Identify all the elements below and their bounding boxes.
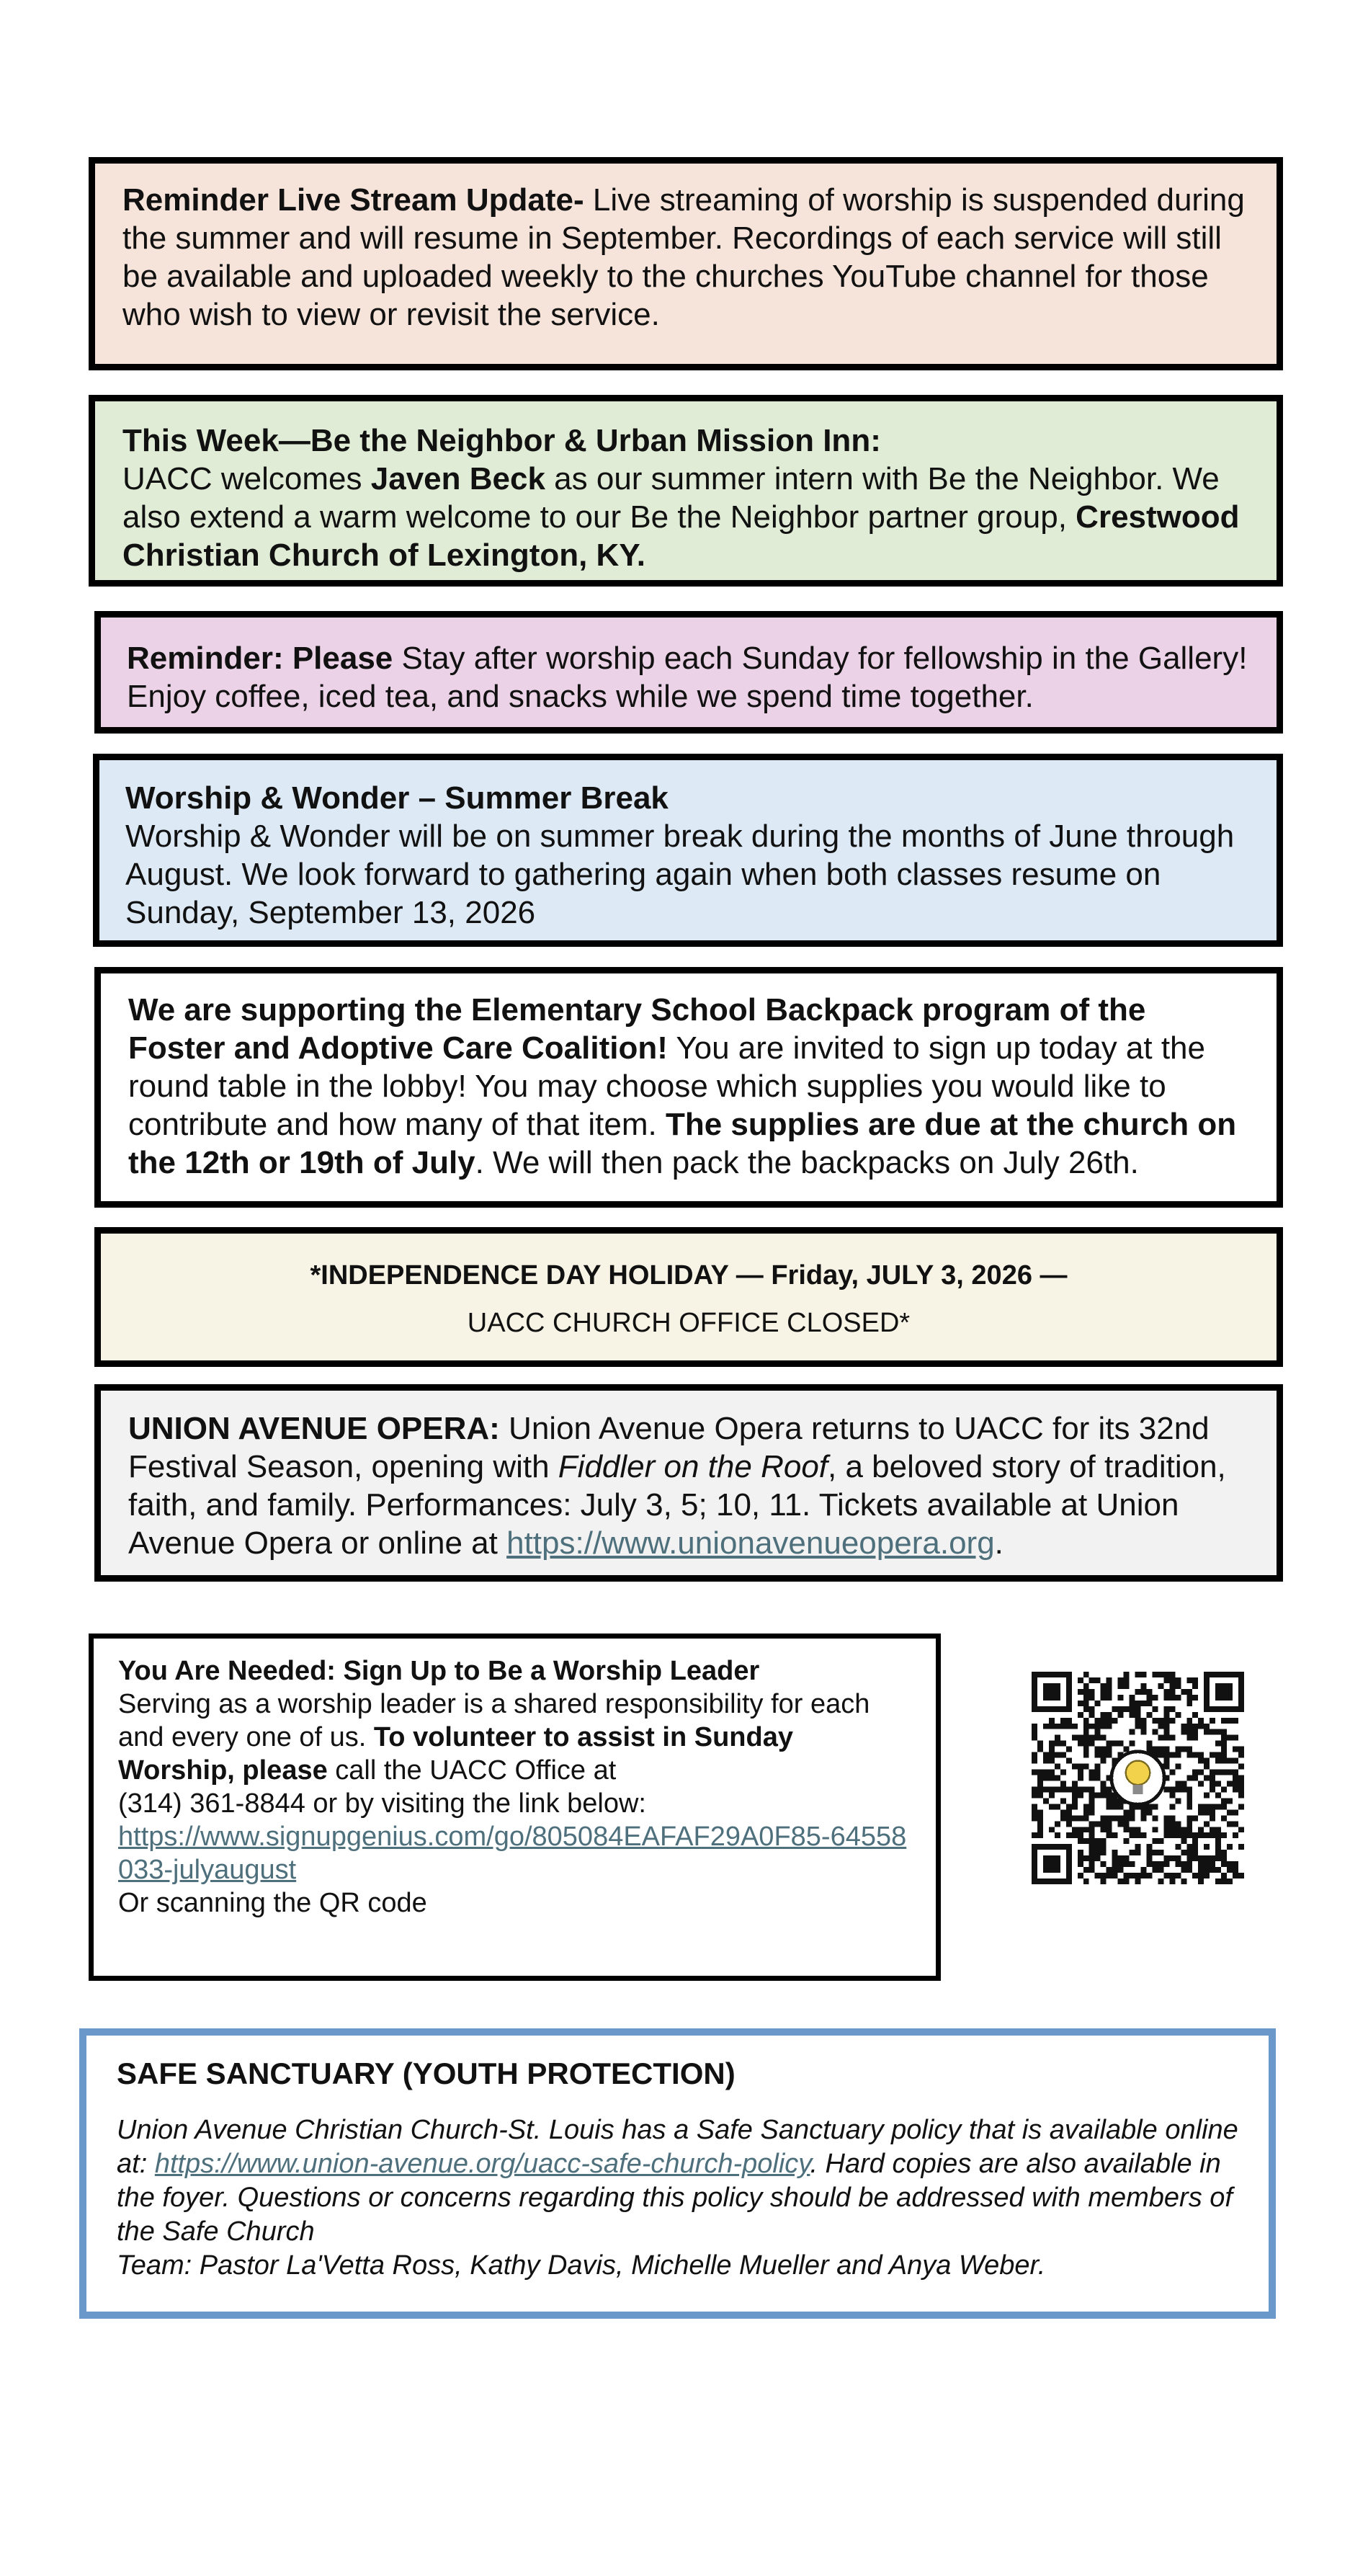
partner-group: Crestwood Christian Church of Lexington, KY. [122, 499, 1240, 573]
worship-leader-body-a: Serving as a worship leader is a shared responsibility for each and every one of us. [118, 1689, 870, 1752]
backpack-notice [94, 967, 1283, 1208]
lightbulb-icon [1112, 1752, 1164, 1804]
livestream-heading: Reminder Live Stream Update- [122, 182, 584, 218]
livestream-notice [89, 157, 1283, 370]
holiday-notice [94, 1227, 1283, 1367]
holiday-line-1: *INDEPENDENCE DAY HOLIDAY — Friday, JULY 3, 2026 — [310, 1260, 1068, 1291]
neighbor-heading: This Week—Be the Neighbor & Urban Mission Inn: [122, 423, 881, 458]
signup-link[interactable]: https://www.signupgenius.com/go/805084EAFAF29A0F85-64558033-julyaugust [118, 1822, 907, 1885]
opera-end: . [994, 1525, 1003, 1561]
worship-leader-text [118, 1688, 911, 1787]
safe-sanctuary-title: SAFE SANCTUARY (YOUTH PROTECTION) [117, 2056, 736, 2090]
safe-sanctuary-body-b: . Hard copies are also available in the foyer. Questions or concerns regarding this policy should be addressed with members of the Safe Church [117, 2149, 1233, 2247]
safe-sanctuary-notice [79, 2028, 1276, 2319]
worship-leader-qr-line: Or scanning the QR code [118, 1888, 427, 1918]
backpack-heading: We are supporting the Elementary School Backpack program of the Foster and Adoptive Care Coalition! [128, 992, 1146, 1066]
worship-leader-bold: To volunteer to assist in Sunday Worship, please [118, 1722, 793, 1786]
neighbor-notice [89, 395, 1283, 587]
opera-link[interactable]: https://www.unionavenueopera.org [506, 1525, 995, 1561]
livestream-body: Live streaming of worship is suspended during the summer and will resume in September. Recordings of each service will still be available and uploaded weekly to the churches YouTube channel for those who wish to view or revisit the service. [122, 182, 1245, 332]
worship-wonder-notice [93, 754, 1283, 947]
neighbor-line-a: UACC welcomes [122, 461, 371, 496]
safe-church-policy-link[interactable]: https://www.union-avenue.org/uacc-safe-church-policy [154, 2149, 810, 2179]
fellowship-notice [94, 611, 1283, 734]
qr-code-icon[interactable] [1032, 1672, 1244, 1884]
fellowship-heading: Reminder: Please [127, 641, 393, 676]
safe-sanctuary-body-a: Union Avenue Christian Church-St. Louis has a Safe Sanctuary policy that is available online at: [117, 2115, 1238, 2179]
backpack-tail: . We will then pack the backpacks on July 26th. [475, 1145, 1139, 1180]
backpack-body: You are invited to sign up today at the round table in the lobby! You may choose which supplies you would like to contribute and how many of that item. [128, 1030, 1205, 1142]
neighbor-line-b: as our summer intern with Be the Neighbor. We also extend a warm welcome to our Be the Neighbor partner group, [122, 461, 1220, 535]
neighbor-text [122, 460, 1249, 574]
opera-show-title: Fiddler on the Roof [558, 1449, 828, 1484]
worship-leader-body-b: call the UACC Office at [327, 1755, 617, 1786]
opera-body-b: , a beloved story of tradition, faith, and family. Performances: July 3, 5; 10, 11. Tickets available at Union Avenue Opera or online at [128, 1449, 1226, 1561]
worship-leader-heading: You Are Needed: Sign Up to Be a Worship Leader [118, 1656, 760, 1686]
holiday-line-2: UACC CHURCH OFFICE CLOSED* [467, 1308, 911, 1338]
backpack-due: The supplies are due at the church on the 12th or 19th of July [128, 1107, 1237, 1180]
opera-text [128, 1409, 1249, 1562]
fellowship-body: Stay after worship each Sunday for fellowship in the Gallery! Enjoy coffee, iced tea, and snacks while we spend time together. [127, 641, 1248, 714]
opera-heading: UNION AVENUE OPERA: [128, 1411, 500, 1446]
opera-notice [94, 1384, 1283, 1582]
worship-leader-link-line [118, 1820, 911, 1886]
worship-leader-phone: (314) 361-8844 or by visiting the link below: [118, 1788, 646, 1819]
intern-name: Javen Beck [370, 461, 545, 496]
safe-sanctuary-team: Team: Pastor La'Vetta Ross, Kathy Davis, Michelle Mueller and Anya Weber. [117, 2250, 1046, 2281]
worship-leader-notice [89, 1634, 941, 1981]
worship-wonder-body: Worship & Wonder will be on summer break during the months of June through August. We look forward to gathering again when both classes resume on Sunday, September 13, 2026 [125, 819, 1235, 930]
worship-wonder-heading: Worship & Wonder – Summer Break [125, 780, 669, 816]
safe-sanctuary-body [117, 2113, 1238, 2249]
opera-body-a: Union Avenue Opera returns to UACC for its 32nd Festival Season, opening with [128, 1411, 1210, 1484]
fellowship-text [127, 639, 1251, 716]
backpack-text [128, 991, 1249, 1182]
livestream-text [122, 181, 1249, 334]
